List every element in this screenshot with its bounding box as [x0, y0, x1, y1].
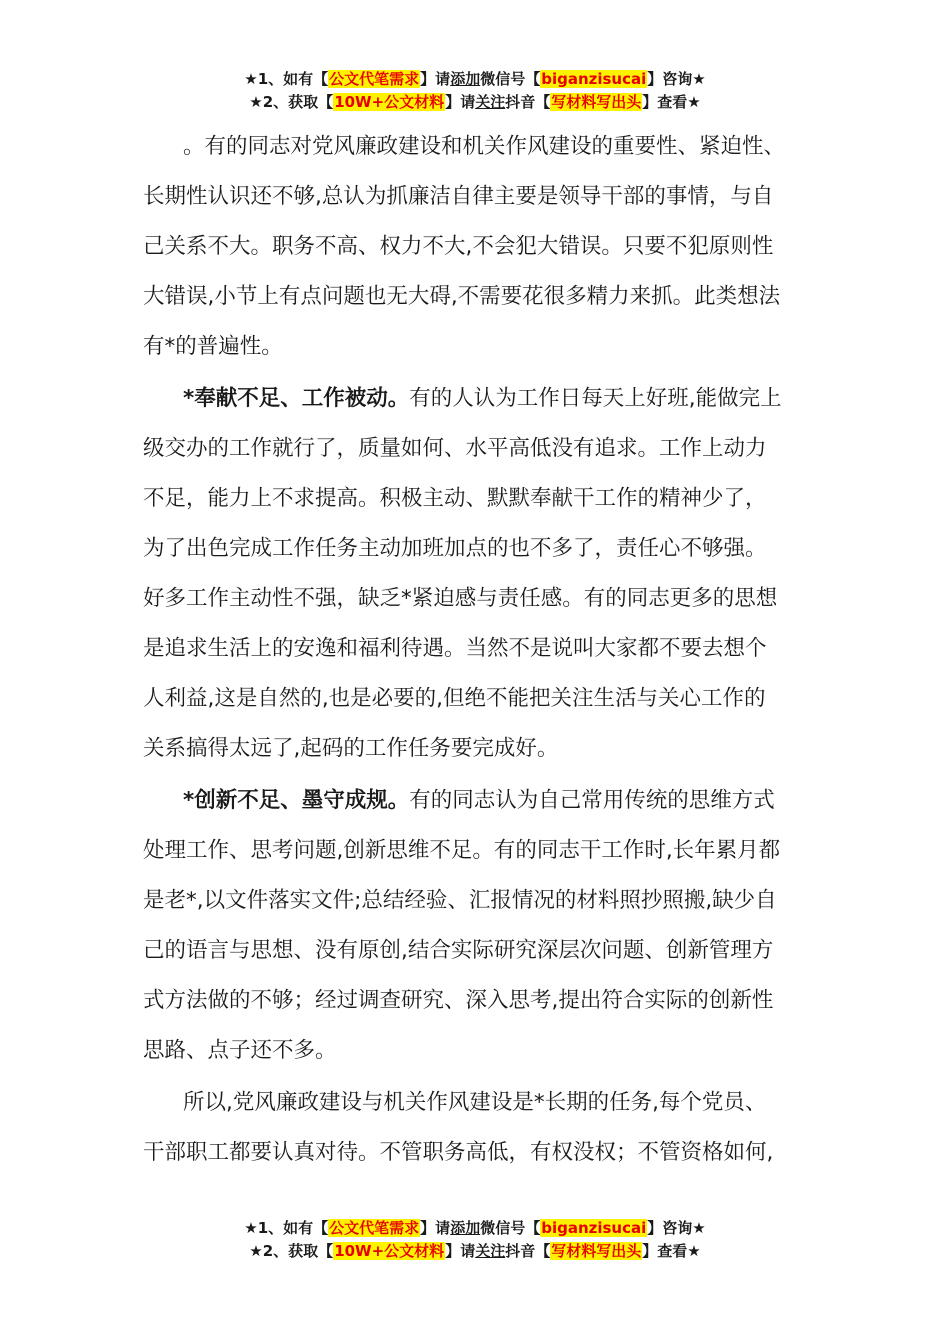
banner-text: 】咨询★	[647, 1219, 706, 1237]
banner-highlight: biganzisucai	[541, 70, 647, 88]
banner-highlight: biganzisucai	[541, 1219, 647, 1237]
text-line: 有*的普遍性。	[143, 334, 283, 359]
banner-text: ★1、如有【	[244, 1219, 329, 1237]
banner-underlined: 添加	[450, 70, 481, 88]
banner-text: ★1、如有【	[244, 70, 329, 88]
banner-text: 】请	[420, 1219, 451, 1237]
banner-text: 抖音【	[505, 1242, 551, 1260]
banner-text: 】咨询★	[647, 70, 706, 88]
text-line: 式方法做的不够；经过调查研究、深入思考,提出符合实际的创新性	[143, 988, 774, 1013]
text-run: 有的同志认为自己常用传统的思维方式	[409, 788, 775, 813]
banner-text: 抖音【	[505, 93, 551, 111]
paragraph-1	[143, 122, 811, 372]
text-line: 所以,党风廉政建设与机关作风建设是*长期的任务,每个党员、	[183, 1090, 767, 1115]
text-line: 干部职工都要认真对待。不管职务高低，有权没权；不管资格如何,	[143, 1140, 774, 1165]
text-line: 处理工作、思考问题,创新思维不足。有的同志干工作时,长年累月都	[143, 838, 781, 863]
banner-line-2	[0, 1240, 950, 1263]
banner-text: ★2、获取【	[249, 1242, 334, 1260]
text-line: 人利益,这是自然的,也是必要的,但绝不能把关注生活与关心工作的	[143, 686, 766, 711]
paragraph-heading: *奉献不足、工作被动。	[183, 386, 410, 411]
banner-highlight: 10W+公文材料	[334, 1242, 445, 1260]
paragraph-heading: *创新不足、墨守成规。	[183, 788, 410, 813]
banner-text: 】请	[445, 93, 476, 111]
banner-text: 】请	[445, 1242, 476, 1260]
text-run: 有的人认为工作日每天上好班,能做完上	[409, 386, 782, 411]
text-line: 大错误,小节上有点问题也无大碍,不需要花很多精力来抓。此类想法	[143, 284, 781, 309]
paragraph-4	[143, 1078, 811, 1178]
banner-text: 】查看★	[642, 1242, 701, 1260]
banner-line-1	[0, 1217, 950, 1240]
banner-text: 微信号【	[480, 70, 541, 88]
banner-line-1	[0, 68, 950, 91]
text-line: 。有的同志对党风廉政建设和机关作风建设的重要性、紧迫性、	[183, 134, 786, 159]
banner-text: ★2、获取【	[249, 93, 334, 111]
text-line	[143, 374, 811, 424]
banner-line-2	[0, 91, 950, 114]
text-line	[143, 776, 811, 826]
banner-highlight: 10W+公文材料	[334, 93, 445, 111]
text-line: 思路、点子还不多。	[143, 1038, 337, 1063]
banner-underlined: 关注	[475, 1242, 506, 1260]
text-line: 关系搞得太远了,起码的工作任务要完成好。	[143, 736, 559, 761]
text-line: 级交办的工作就行了，质量如何、水平高低没有追求。工作上动力	[143, 436, 767, 461]
text-line: 为了出色完成工作任务主动加班加点的也不多了，责任心不够强。	[143, 536, 767, 561]
paragraph-3	[143, 776, 811, 1076]
paragraph-2	[143, 374, 811, 774]
banner-underlined: 添加	[450, 1219, 481, 1237]
banner-text: 】查看★	[642, 93, 701, 111]
text-line: 长期性认识还不够,总认为抓廉洁自律主要是领导干部的事情，与自	[143, 184, 774, 209]
banner-highlight: 写材料写出头	[551, 1242, 642, 1260]
banner-text: 】请	[420, 70, 451, 88]
text-line: 己关系不大。职务不高、权力不大,不会犯大错误。只要不犯原则性	[143, 234, 774, 259]
banner-highlight: 写材料写出头	[551, 93, 642, 111]
header-banner	[0, 68, 950, 114]
text-line: 是追求生活上的安逸和福利待遇。当然不是说叫大家都不要去想个	[143, 636, 767, 661]
text-line: 是老*,以文件落实文件;总结经验、汇报情况的材料照抄照搬,缺少自	[143, 888, 777, 913]
banner-highlight: 公文代笔需求	[329, 70, 420, 88]
text-line: 好多工作主动性不强，缺乏*紧迫感与责任感。有的同志更多的思想	[143, 586, 778, 611]
footer-banner	[0, 1217, 950, 1263]
banner-underlined: 关注	[475, 93, 506, 111]
banner-text: 微信号【	[480, 1219, 541, 1237]
text-line: 不足，能力上不求提高。积极主动、默默奉献干工作的精神少了，	[143, 486, 767, 511]
document-body	[143, 122, 811, 1178]
text-line: 己的语言与思想、没有原创,结合实际研究深层次问题、创新管理方	[143, 938, 774, 963]
banner-highlight: 公文代笔需求	[329, 1219, 420, 1237]
